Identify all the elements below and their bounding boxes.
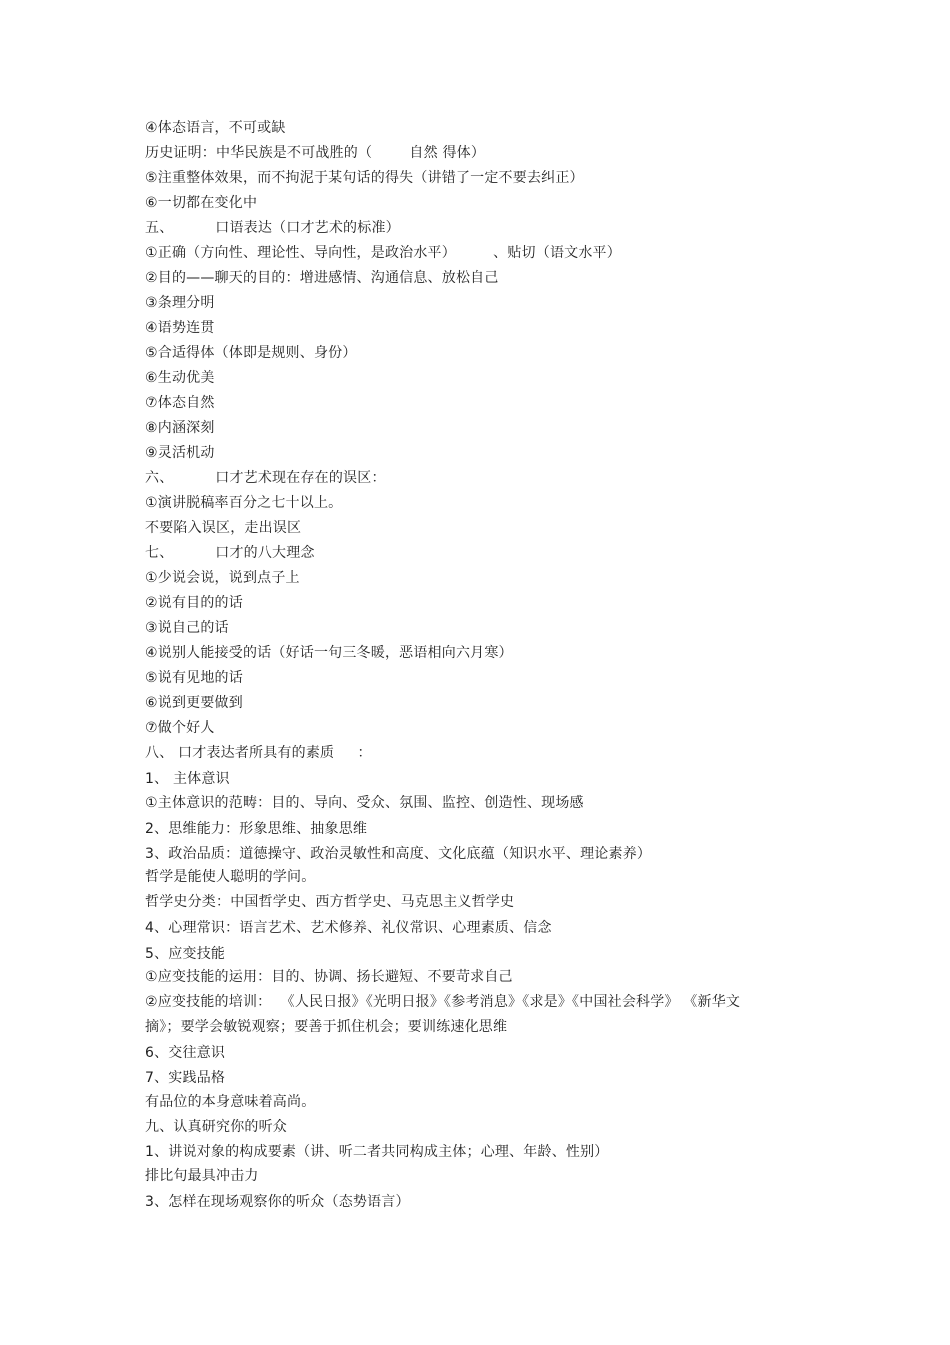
text-line: 3、怎样在现场观察你的听众（态势语言）	[145, 1194, 410, 1210]
text-line: ②应变技能的培训： 《人民日报》《光明日报》《参考消息》《求是》《中国社会科学》 《新华文	[145, 994, 741, 1010]
text-line: ③说自己的话	[145, 620, 229, 636]
text-line: 7、实践品格	[145, 1070, 226, 1086]
text-line: ⑤说有见地的话	[145, 670, 243, 686]
text-line: 历史证明：中华民族是不可战胜的（ 自然 得体）	[145, 145, 486, 161]
text-line: ⑥生动优美	[145, 370, 215, 386]
text-line: ②目的——聊天的目的：增进感情、沟通信息、放松自己	[145, 270, 499, 286]
section-heading: 五、 口语表达（口才艺术的标准）	[145, 220, 400, 236]
text-line: ①主体意识的范畴：目的、导向、受众、氛围、监控、创造性、现场感	[145, 795, 584, 811]
text-line: ①演讲脱稿率百分之七十以上。	[145, 495, 343, 511]
text-line: ②说有目的的话	[145, 595, 243, 611]
text-line: 2、思维能力：形象思维、抽象思维	[145, 821, 368, 837]
text-line: ①应变技能的运用：目的、协调、扬长避短、不要苛求自己	[145, 969, 513, 985]
text-line: ⑥一切都在变化中	[145, 195, 258, 211]
text-line: ⑤注重整体效果，而不拘泥于某句话的得失（讲错了一定不要去纠正）	[145, 170, 584, 186]
text-line: 3、政治品质：道德操守、政治灵敏性和高度、文化底蕴（知识水平、理论素养）	[145, 846, 652, 862]
text-line: 摘》；要学会敏锐观察；要善于抓住机会；要训练速化思维	[145, 1019, 508, 1035]
text-line: ⑧内涵深刻	[145, 420, 215, 436]
text-line: 排比句最具冲击力	[145, 1168, 259, 1184]
text-line: 哲学史分类：中国哲学史、西方哲学史、马克思主义哲学史	[145, 894, 515, 910]
text-line: ④语势连贯	[145, 320, 215, 336]
text-line: ⑥说到更要做到	[145, 695, 243, 711]
text-line: ④体态语言，不可或缺	[145, 120, 286, 136]
section-heading: 七、 口才的八大理念	[145, 545, 315, 561]
text-line: ⑤合适得体（体即是规则、身份）	[145, 345, 357, 361]
text-line: ④说别人能接受的话（好话一句三冬暖，恶语相向六月寒）	[145, 645, 513, 661]
text-line: 哲学是能使人聪明的学问。	[145, 869, 316, 885]
text-line: 1、讲说对象的构成要素（讲、听二者共同构成主体；心理、年龄、性别）	[145, 1144, 609, 1160]
text-line: ①正确（方向性、理论性、导向性，是政治水平） 、贴切（语文水平）	[145, 245, 621, 261]
text-line: ①少说会说，说到点子上	[145, 570, 300, 586]
text-line: 4、心理常识：语言艺术、艺术修养、礼仪常识、心理素质、信念	[145, 920, 552, 936]
text-line: 不要陷入误区，走出误区	[145, 520, 302, 536]
text-line: ⑦做个好人	[145, 720, 215, 736]
section-heading: 六、 口才艺术现在存在的误区：	[145, 470, 386, 486]
text-line: 5、应变技能	[145, 946, 226, 962]
text-line: 6、交往意识	[145, 1045, 226, 1061]
text-line: 有品位的本身意味着高尚。	[145, 1094, 316, 1110]
text-line: ⑨灵活机动	[145, 445, 215, 461]
text-line: ③条理分明	[145, 295, 215, 311]
section-heading: 八、 口才表达者所具有的素质 ：	[145, 745, 372, 761]
text-line: 1、 主体意识	[145, 771, 230, 787]
section-heading: 九、认真研究你的听众	[145, 1119, 287, 1135]
text-line: ⑦体态自然	[145, 395, 215, 411]
